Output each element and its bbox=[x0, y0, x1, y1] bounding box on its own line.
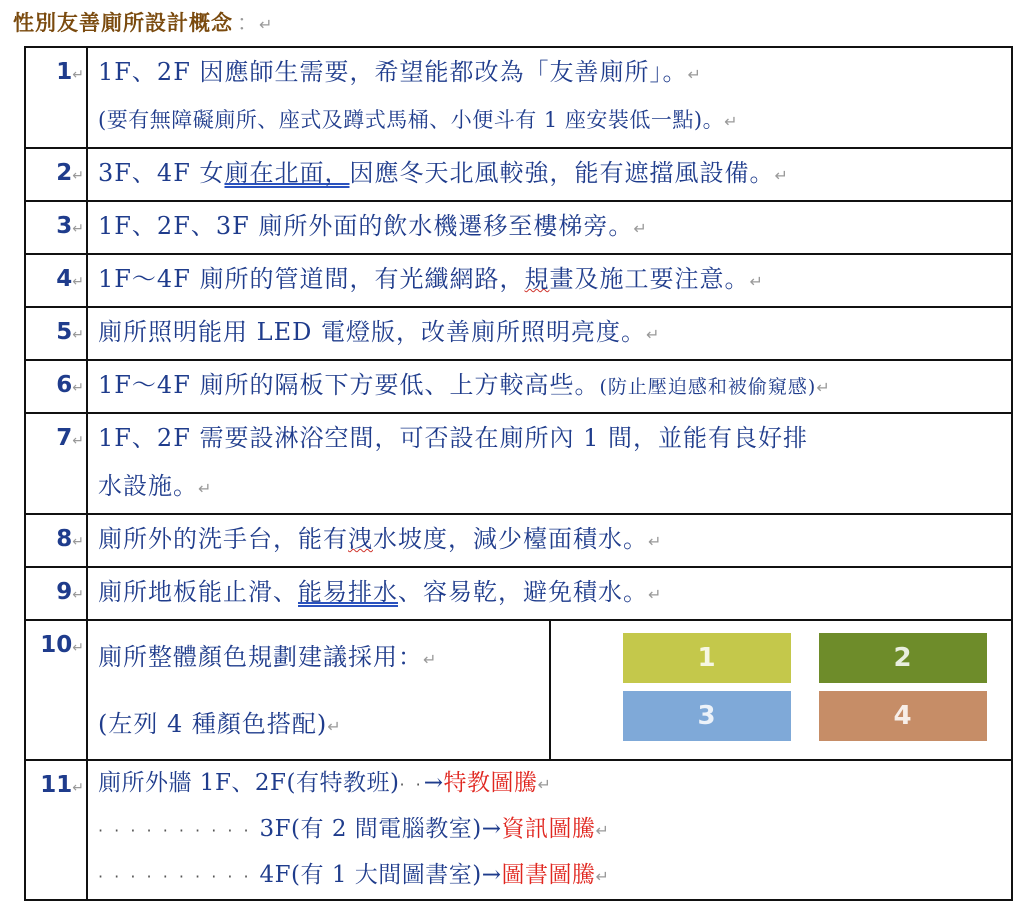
color-palette bbox=[551, 621, 1012, 749]
table-row bbox=[25, 307, 1012, 360]
item-number: 2↵ bbox=[25, 148, 87, 201]
item-text: 1F、2F 需要設淋浴空間，可否設在廁所內 1 間，並能有良好排 水設施。↵ bbox=[87, 413, 1012, 514]
item-text: 3F、4F 女廁在北面，因應冬天北風較強，能有遮擋風設備。↵ bbox=[87, 148, 1012, 201]
item-text: 1F、2F、3F 廁所外面的飲水機遷移至樓梯旁。↵ bbox=[87, 201, 1012, 254]
table-row bbox=[25, 620, 1012, 760]
item-text: 1F～4F 廁所的管道間，有光纖網路，規畫及施工要注意。↵ bbox=[87, 254, 1012, 307]
table-row bbox=[25, 567, 1012, 620]
item-number: 8↵ bbox=[25, 514, 87, 567]
item-text: 1F、2F 因應師生需要，希望能都改為「友善廁所」。↵ (要有無障礙廁所、座式及蹲式馬桶、小便斗有 1 座安裝低一點)。↵ bbox=[87, 47, 1012, 148]
item-text: 1F～4F 廁所的隔板下方要低、上方較高些。(防止壓迫感和被偷窺感)↵ bbox=[87, 360, 1012, 413]
item-number: 5↵ bbox=[25, 307, 87, 360]
table-row bbox=[25, 360, 1012, 413]
table-row bbox=[25, 413, 1012, 514]
item-text: 廁所地板能止滑、能易排水、容易乾，避免積水。↵ bbox=[87, 567, 1012, 620]
design-concept-table bbox=[24, 46, 1013, 901]
document-heading bbox=[13, 6, 273, 40]
table-row bbox=[25, 148, 1012, 201]
wall-line-1: 廁所外牆 1F、2F(有特教班)· ·→特教圖騰↵ bbox=[98, 770, 552, 796]
item-number: 10↵ bbox=[25, 620, 87, 760]
heading-title: 性別友善廁所設計概念 bbox=[13, 11, 233, 35]
item-number: 11↵ bbox=[25, 760, 87, 900]
item-text: 廁所照明能用 LED 電燈版，改善廁所照明亮度。↵ bbox=[87, 307, 1012, 360]
color-palette-cell bbox=[550, 620, 1013, 760]
wall-line-2: · · · · · · · · · · 3F(有 2 間電腦教室)→資訊圖騰↵ bbox=[98, 816, 610, 842]
item-text bbox=[87, 760, 1012, 900]
table-row bbox=[25, 254, 1012, 307]
item-number: 1↵ bbox=[25, 47, 87, 148]
wall-line-3: · · · · · · · · · · 4F(有 1 大間圖書室)→圖書圖騰↵ bbox=[98, 862, 610, 888]
item-number: 6↵ bbox=[25, 360, 87, 413]
heading-colon: ： bbox=[237, 11, 259, 35]
table-row bbox=[25, 514, 1012, 567]
item-text: 廁所外的洗手台，能有洩水坡度，減少檯面積水。↵ bbox=[87, 514, 1012, 567]
table-row bbox=[25, 201, 1012, 254]
color-swatch-2: 2 bbox=[819, 633, 987, 683]
item-number: 9↵ bbox=[25, 567, 87, 620]
item-text: 廁所整體顏色規劃建議採用：↵ (左列 4 種顏色搭配)↵ bbox=[87, 620, 550, 760]
color-swatch-3: 3 bbox=[623, 691, 791, 741]
table-row bbox=[25, 760, 1012, 900]
color-swatch-1: 1 bbox=[623, 633, 791, 683]
item-number: 3↵ bbox=[25, 201, 87, 254]
paragraph-mark-icon: ↵ bbox=[259, 15, 274, 34]
table-row bbox=[25, 47, 1012, 148]
item-number: 7↵ bbox=[25, 413, 87, 514]
color-swatch-4: 4 bbox=[819, 691, 987, 741]
item-number: 4↵ bbox=[25, 254, 87, 307]
